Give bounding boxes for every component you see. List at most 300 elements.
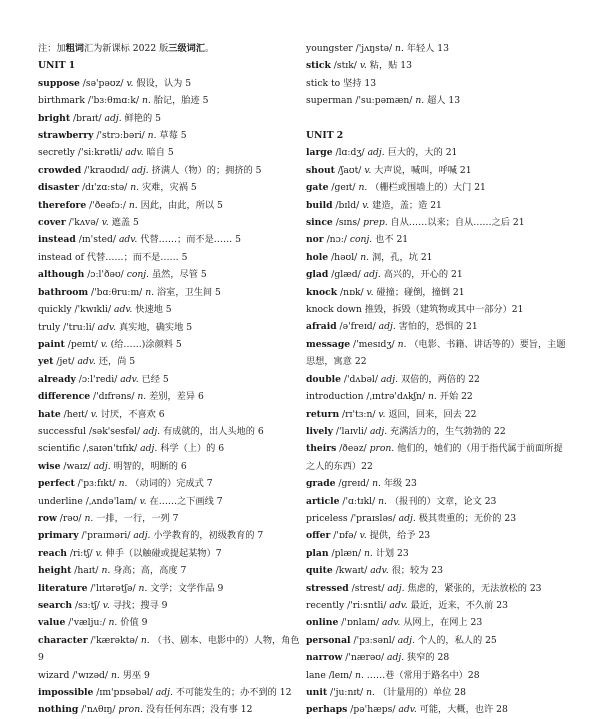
phonetic: /'bɑːθruːm/: [88, 286, 146, 298]
part-of-speech: adj.: [131, 164, 149, 176]
headword: narrow: [306, 652, 343, 664]
headword: hole: [306, 251, 329, 263]
page-number: 28: [467, 669, 480, 681]
phonetic: /rɪ'tɜːn/: [339, 408, 379, 420]
page-number: 9: [217, 582, 224, 594]
headword: online: [306, 617, 339, 629]
phonetic: /strest/: [348, 582, 388, 594]
headword: although: [38, 269, 85, 281]
part-of-speech: n.: [140, 634, 150, 646]
meaning: 也不: [372, 234, 397, 246]
vocab-entry: [306, 144, 568, 161]
phonetic: /'strɔːbəri/: [93, 130, 148, 142]
part-of-speech: v.: [139, 495, 147, 507]
headword: height: [38, 565, 72, 577]
part-of-speech: n.: [108, 617, 118, 629]
meaning: 伸手（以触碰或提起某物）: [102, 547, 216, 559]
page-number: 5: [215, 286, 221, 298]
phonetic: /'kwɪkli/: [71, 304, 114, 316]
page-number: 23: [470, 617, 483, 629]
page-number: 12: [240, 704, 253, 716]
vocab-entry: [38, 440, 300, 457]
phonetic: /greɪd/: [335, 478, 373, 490]
page-number: 21: [465, 321, 478, 333]
meaning: 推毁，拆毁（建筑物或其中一部分）: [364, 304, 512, 316]
meaning: 极其贵重的；无价的: [415, 512, 505, 524]
page-number: 5: [129, 356, 136, 368]
page-number: 6: [197, 391, 204, 403]
meaning: 年轻人: [403, 43, 438, 54]
vocab-entry: [38, 214, 300, 231]
vocab-entry: [38, 75, 300, 92]
headword: plan: [306, 547, 329, 559]
page-number: 23: [418, 530, 431, 542]
page-number: 5: [190, 182, 197, 194]
part-of-speech: v.: [102, 600, 110, 611]
part-of-speech: n.: [130, 182, 140, 194]
vocab-entry: [306, 493, 568, 510]
phonetic: /haɪt/: [71, 565, 102, 577]
part-of-speech: adj.: [133, 530, 151, 542]
meaning: 科学（上）的: [157, 443, 219, 455]
headword: paint: [38, 338, 65, 350]
phonetic: /ɪn'sted/: [75, 234, 119, 246]
headword: bright: [38, 112, 71, 124]
headword: gate: [306, 182, 329, 194]
part-of-speech: adj.: [140, 443, 158, 455]
vocab-entry: [306, 318, 568, 335]
meaning: （电影、书籍、讲话等的）要旨，主题思想，寓意: [306, 338, 566, 368]
right-column: [306, 40, 568, 719]
vocab-entry: [38, 406, 300, 423]
page-number: 7: [216, 495, 223, 507]
meaning: 真实地，确实地: [116, 321, 187, 333]
vocab-entry: [306, 545, 568, 562]
vocab-entry: [306, 423, 568, 440]
headword: underline: [38, 495, 83, 507]
part-of-speech: adj.: [387, 582, 405, 594]
unit-2-heading: UNIT 2: [306, 130, 344, 142]
part-of-speech: adj.: [93, 460, 111, 472]
meaning: 价值: [117, 617, 142, 629]
meaning: 没有任何东西；没有事: [143, 704, 241, 716]
headword: disaster: [38, 182, 80, 194]
meaning: 差别，差异: [146, 391, 198, 403]
headword: instead: [38, 234, 76, 246]
page-number: 21: [474, 182, 486, 194]
phonetic: /leɪn/: [325, 669, 356, 681]
phonetic: /sə'pəʊz/: [79, 77, 127, 89]
headword: primary: [38, 530, 79, 542]
vocab-entry: [306, 266, 568, 283]
part-of-speech: adv.: [381, 617, 401, 629]
page-number: 9: [161, 600, 168, 611]
part-of-speech: adv.: [370, 565, 389, 577]
phonetic: /sɪns/: [332, 217, 364, 229]
headword: message: [306, 338, 351, 350]
page-number: 23: [504, 512, 517, 524]
phonetic: /sɜːtʃ/: [72, 600, 103, 611]
part-of-speech: n.: [101, 565, 111, 577]
vocab-entry: [306, 580, 568, 597]
meaning: 草莓: [156, 130, 181, 142]
phonetic: /'mesɪdʒ/: [350, 338, 398, 350]
headword: article: [306, 495, 340, 507]
vocab-entry: [38, 353, 300, 370]
page-number: 25: [485, 634, 497, 646]
phonetic: /rəʊ/: [56, 512, 85, 524]
vocab-entry: [38, 493, 300, 510]
meaning: 他们的，她们的（用于指代属于前面所提之人的东西）: [306, 443, 563, 472]
part-of-speech: n.: [358, 182, 368, 194]
meaning: 快速地: [132, 304, 166, 316]
meaning: （栅栏或围墙上的）大门: [367, 182, 475, 194]
phonetic: /həʊl/: [328, 251, 361, 263]
meaning: 浴室，卫生间: [154, 286, 216, 298]
meaning: 有成就的，出人头地的: [160, 425, 258, 437]
page-number: 23: [431, 565, 443, 577]
page-number: 5: [235, 234, 241, 246]
part-of-speech: v.: [359, 60, 367, 72]
vocab-entry: [38, 527, 300, 544]
page-number: 5: [167, 147, 174, 159]
meaning: 小学教育的，初级教育的: [150, 530, 258, 542]
page-number: 5: [185, 77, 192, 89]
meaning: 碰撞；碰倒，撞倒: [373, 286, 453, 298]
phonetic: /glæd/: [328, 269, 364, 281]
phonetic: /ʃaʊt/: [334, 164, 365, 176]
part-of-speech: adj.: [142, 425, 161, 437]
meaning: 不可能发生的；办不到的: [172, 687, 280, 699]
vocab-entry: [306, 284, 568, 301]
vocab-entry: [38, 110, 300, 127]
part-of-speech: v.: [378, 408, 386, 420]
phonetic: /'pɜːsənl/: [350, 634, 398, 646]
headword: quickly: [38, 304, 72, 316]
phonetic: /'dɪfrəns/: [90, 391, 138, 403]
part-of-speech: adj.: [387, 652, 405, 664]
phonetic: /'laɪvli/: [333, 425, 370, 437]
meaning: 灾难，灾祸: [139, 182, 191, 194]
meaning: (给……)涂颜料: [107, 338, 176, 350]
phonetic: /nɒk/: [337, 286, 367, 298]
headword: search: [38, 600, 73, 611]
headword: priceless: [306, 512, 348, 524]
meaning: 年级: [380, 478, 406, 490]
vocab-entry: [306, 527, 568, 544]
part-of-speech: n.: [147, 130, 157, 142]
headword: personal: [306, 634, 351, 646]
part-of-speech: n.: [141, 95, 151, 107]
page-number: 6: [158, 408, 165, 420]
headword: double: [306, 373, 341, 385]
page-number: 5: [155, 112, 161, 124]
part-of-speech: n.: [128, 199, 138, 211]
part-of-speech: v.: [359, 530, 367, 542]
headword: wise: [38, 460, 61, 472]
part-of-speech: n.: [395, 43, 404, 54]
unit-2-list: [306, 144, 568, 718]
headword: afraid: [306, 321, 337, 333]
vocab-entry: [306, 562, 568, 579]
meaning: 建造，盖；造: [369, 199, 431, 211]
unit-spacer: [306, 110, 568, 127]
vocab-entry: [306, 667, 568, 684]
part-of-speech: adv.: [113, 304, 133, 316]
vocab-entry: [38, 371, 300, 388]
meaning: （报刊的）文章，论文: [386, 495, 485, 507]
page-number: 22: [354, 356, 367, 368]
page-number: 5: [132, 217, 139, 229]
headword: superman: [306, 95, 353, 107]
vocab-entry: [38, 336, 300, 353]
vocab-entry: [38, 632, 300, 667]
part-of-speech: v.: [90, 408, 98, 420]
part-of-speech: adv.: [120, 373, 139, 385]
meaning: 代替……；而不是……: [137, 234, 236, 246]
headword: truly: [38, 321, 61, 333]
vocab-entry: [306, 40, 568, 57]
part-of-speech: v.: [362, 199, 370, 211]
vocab-entry: [38, 144, 300, 161]
meaning: （书、剧本、电影中的）人物，角色: [149, 634, 300, 646]
meaning: 文学；文学作品: [147, 582, 218, 594]
vocab-entry: [38, 510, 300, 527]
vocab-entry: [38, 284, 300, 301]
phonetic: /ə'freɪd/: [336, 321, 379, 333]
headword: impossible: [38, 687, 94, 699]
vocab-entry: [38, 179, 300, 196]
meaning: 因此，由此，所以: [137, 199, 218, 211]
vocab-entry: [306, 57, 568, 74]
part-of-speech: adv.: [118, 234, 138, 246]
headword: since: [306, 217, 333, 229]
vocab-entry: [306, 388, 568, 405]
phonetic: /riːtʃ/: [66, 547, 96, 559]
meaning: 虽然，尽管: [149, 269, 201, 281]
meaning: 提供，给予: [366, 530, 419, 542]
part-of-speech: v.: [101, 217, 109, 229]
meaning: 狭窄的: [404, 652, 438, 664]
headword: unit: [306, 687, 328, 699]
phonetic: /'wɪzəd/: [69, 669, 111, 681]
page-number: 23: [529, 582, 542, 594]
vocab-entry: [306, 510, 568, 527]
meaning: 从网上，在网上: [400, 617, 471, 629]
part-of-speech: pron.: [369, 443, 395, 455]
page-number: 21: [450, 269, 463, 281]
vocab-entry: [306, 197, 568, 214]
vocab-entry: [306, 371, 568, 388]
phonetic: /'kærəktə/: [87, 634, 141, 646]
page-number: 7: [172, 512, 179, 524]
page-number: 5: [255, 164, 262, 176]
meaning: 男巫: [119, 669, 144, 681]
headword: already: [38, 373, 76, 385]
part-of-speech: adj.: [104, 112, 122, 124]
phonetic: /waɪz/: [60, 460, 94, 472]
meaning: 高兴的，开心的: [380, 269, 451, 281]
meaning: 假设，认为: [133, 77, 186, 89]
meaning: 充满活力的，生气勃勃的: [387, 425, 495, 437]
part-of-speech: n.: [137, 391, 147, 403]
part-of-speech: n.: [110, 669, 120, 681]
note-bold: 粗词: [65, 43, 84, 54]
note-line: [38, 40, 300, 57]
meaning: 焦虑的，紧张的，无法放松的: [404, 582, 530, 594]
headword: difference: [38, 391, 91, 403]
vocab-entry: [38, 127, 300, 144]
headword: perfect: [38, 478, 75, 490]
part-of-speech: adj.: [363, 269, 381, 281]
headword: knock down: [306, 304, 362, 316]
headword: lively: [306, 425, 333, 437]
phonetic: /'praɪsləs/: [347, 512, 399, 524]
part-of-speech: n.: [355, 669, 364, 681]
meaning: 返回，回来，回去: [385, 408, 465, 420]
page-number: 5: [162, 373, 169, 385]
phonetic: /geɪt/: [328, 182, 359, 194]
page-number: 13: [437, 43, 449, 54]
part-of-speech: n.: [366, 687, 375, 699]
meaning: 大声说，喊叫，呼喊: [371, 164, 460, 176]
vocab-entry: [306, 162, 568, 179]
meaning: 寻找；搜寻: [109, 600, 162, 611]
headword: lane: [306, 669, 326, 681]
phonetic: /'væljuː/: [65, 617, 109, 629]
phonetic: /'jʌŋstə/: [352, 43, 396, 54]
vocab-entry: [38, 580, 300, 597]
page-number: 23: [397, 547, 409, 559]
phonetic: /'riːsntli/: [344, 599, 390, 611]
headword: perhaps: [306, 704, 348, 716]
phonetic: /ɔːl'redi/: [75, 373, 121, 385]
page-number: 12: [279, 687, 292, 699]
meaning: 害怕的，恐惧的: [395, 321, 466, 333]
page-number: 7: [180, 565, 187, 577]
page-number: 6: [257, 425, 264, 437]
headword: knock: [306, 286, 338, 298]
meaning: 开始: [436, 391, 462, 403]
headword: return: [306, 408, 340, 420]
vocab-entry: [38, 249, 300, 266]
phonetic: /ɔːl'ðəʊ/: [84, 269, 127, 281]
meaning: （计量用的）单位: [374, 687, 455, 699]
vocab-entry: [306, 301, 568, 318]
page-number: 22: [468, 373, 480, 385]
part-of-speech: n.: [415, 95, 425, 107]
part-of-speech: adj.: [380, 373, 399, 385]
meaning: 一排，一行，一列: [93, 512, 173, 524]
part-of-speech: adj.: [367, 147, 385, 159]
part-of-speech: n.: [118, 478, 128, 490]
page-number: 5: [175, 338, 182, 350]
part-of-speech: n.: [360, 251, 370, 263]
headword: introduction: [306, 391, 364, 403]
vocab-entry: [38, 475, 300, 492]
note-prefix: 注：加: [38, 43, 66, 54]
vocab-entry: [38, 562, 300, 579]
part-of-speech: n.: [378, 495, 387, 507]
vocab-entry: [306, 336, 568, 371]
vocab-entry: [306, 701, 568, 718]
headword: suppose: [38, 77, 80, 89]
headword: cover: [38, 217, 66, 229]
phonetic: /'ɒfə/: [330, 530, 360, 542]
note-mid: 汇为新课标 2022 版: [83, 43, 169, 54]
phonetic: /peɪnt/: [64, 338, 101, 350]
meaning: 挤满人（物）的；拥挤的: [148, 164, 256, 176]
page-number: 5: [200, 269, 207, 281]
meaning: 坚持: [343, 77, 365, 89]
headword: stick: [306, 60, 331, 72]
phonetic: /'bɜːθmɑːk/: [84, 95, 142, 107]
meaning: 明智的，明断的: [110, 460, 181, 472]
phonetic: /nɔː/: [323, 234, 350, 246]
meaning: 个人的，私人的: [414, 634, 486, 646]
meaning: 可能，大概，也许: [416, 704, 497, 716]
left-column: [38, 40, 300, 719]
meaning: 胎记，胎迹: [150, 95, 203, 107]
page-number: 9: [141, 617, 148, 629]
vocab-entry: [38, 301, 300, 318]
page-number: 5: [217, 199, 223, 211]
page-number: 5: [202, 95, 209, 107]
phonetic: /ɪm'pɒsəbəl/: [93, 687, 156, 699]
headword: character: [38, 634, 88, 646]
page-number: 21: [459, 164, 472, 176]
headword: bathroom: [38, 286, 89, 298]
meaning: 身高；高，高度: [110, 565, 181, 577]
phonetic: /plæn/: [328, 547, 364, 559]
page-number: 9: [38, 652, 44, 664]
phonetic: /ˌʌndə'laɪn/: [82, 495, 140, 507]
part-of-speech: n.: [145, 286, 155, 298]
page-number: 13: [364, 77, 377, 89]
page-number: 22: [361, 460, 373, 472]
headword: instead of: [38, 251, 84, 263]
meaning: 已经: [138, 373, 163, 385]
meaning: 超人: [424, 95, 449, 107]
page-number: 13: [448, 95, 461, 107]
headword: nor: [306, 234, 324, 246]
phonetic: /'nærəʊ/: [342, 652, 387, 664]
vocab-entry: [306, 406, 568, 423]
page-number: 5: [186, 321, 193, 333]
unit-1-list: [38, 75, 300, 719]
headword: theirs: [306, 443, 337, 455]
vocab-entry: [38, 684, 300, 701]
part-of-speech: n.: [84, 512, 94, 524]
part-of-speech: v.: [100, 338, 108, 350]
part-of-speech: v.: [364, 164, 372, 176]
phonetic: /'praɪməri/: [78, 530, 134, 542]
headword: secretly: [38, 147, 75, 159]
part-of-speech: pron.: [118, 704, 144, 716]
page-number: 23: [484, 495, 497, 507]
part-of-speech: conj.: [126, 269, 150, 281]
note-suffix: 。: [205, 43, 215, 54]
meaning: ……巷（常用于路名中）: [363, 669, 468, 681]
part-of-speech: n.: [397, 338, 407, 350]
headword: quite: [306, 565, 333, 577]
meaning: 粘，贴: [366, 60, 401, 72]
headword: nothing: [38, 704, 79, 716]
vocab-entry: [306, 475, 568, 492]
vocab-entry: [38, 266, 300, 283]
phonetic: /'suːpəmæn/: [352, 95, 416, 107]
unit-1-heading: UNIT 1: [38, 60, 76, 72]
